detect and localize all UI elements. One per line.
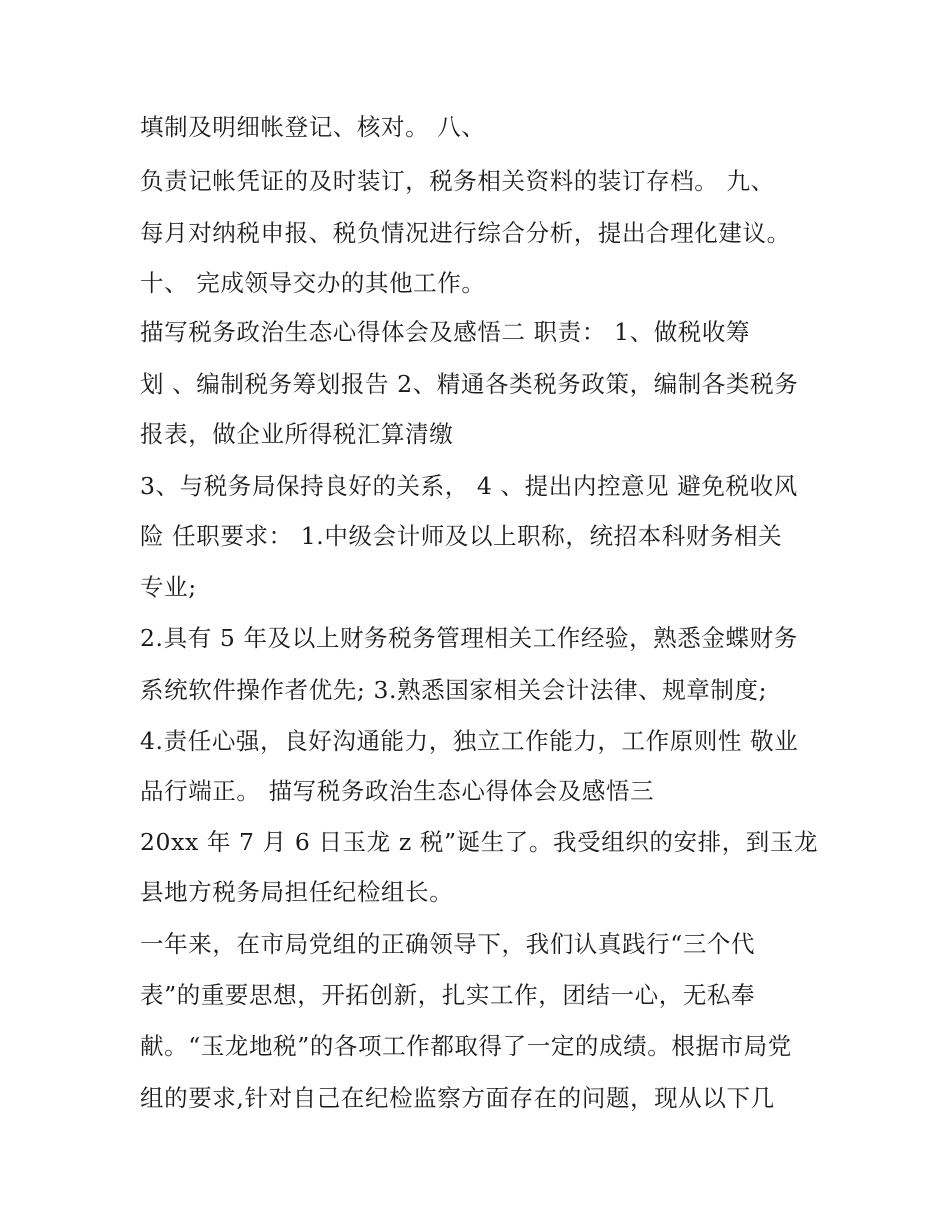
text-line: 系统软件操作者优先; 3.熟悉国家相关会计法律、规章制度;	[140, 676, 768, 704]
text-line: 专业;	[140, 573, 197, 601]
text-line: 险 任职要求： 1.中级会计师及以上职称，统招本科财务相关	[140, 522, 783, 550]
text-line: 负责记帐凭证的及时装订，税务相关资料的装订存档。 九、	[140, 167, 775, 195]
text-line: 描写税务政治生态心得体会及感悟二 职责： 1、做税收筹	[140, 318, 751, 346]
text-line: 十、 完成领导交办的其他工作。	[140, 269, 486, 297]
text-line: 4.责任心强，良好沟通能力，独立工作能力，工作原则性 敬业	[140, 727, 799, 755]
text-line: 2.具有 5 年及以上财务税务管理相关工作经验，熟悉金蝶财务	[140, 624, 798, 652]
text-line: 献。“玉龙地税”的各项工作都取得了一定的成绩。根据市局党	[140, 1032, 792, 1060]
text-line: 3、与税务局保持良好的关系， 4 、提出内控意见 避免税收风	[140, 472, 798, 500]
text-line: 表”的重要思想，开拓创新，扎实工作，团结一心，无私奉	[140, 981, 756, 1009]
text-line: 县地方税务局担任纪检组长。	[140, 878, 454, 906]
text-line: 20xx 年 7 月 6 日玉龙 z 税”诞生了。我受组织的安排，到玉龙	[140, 828, 819, 856]
text-line: 一年来，在市局党组的正确领导下，我们认真践行“三个代	[140, 930, 756, 958]
text-line: 报表，做企业所得税汇算清缴	[140, 420, 454, 448]
text-line: 每月对纳税申报、税负情况进行综合分析，提出合理化建议。	[140, 219, 791, 247]
text-line: 组的要求,针对自己在纪检监察方面存在的问题，现从以下几	[140, 1084, 775, 1112]
text-line: 品行端正。 描写税务政治生态心得体会及感悟三	[140, 777, 655, 805]
text-line: 填制及明细帐登记、核对。 八、	[140, 113, 486, 141]
text-line: 划 、编制税务筹划报告 2、精通各类税务政策，编制各类税务	[140, 370, 799, 398]
